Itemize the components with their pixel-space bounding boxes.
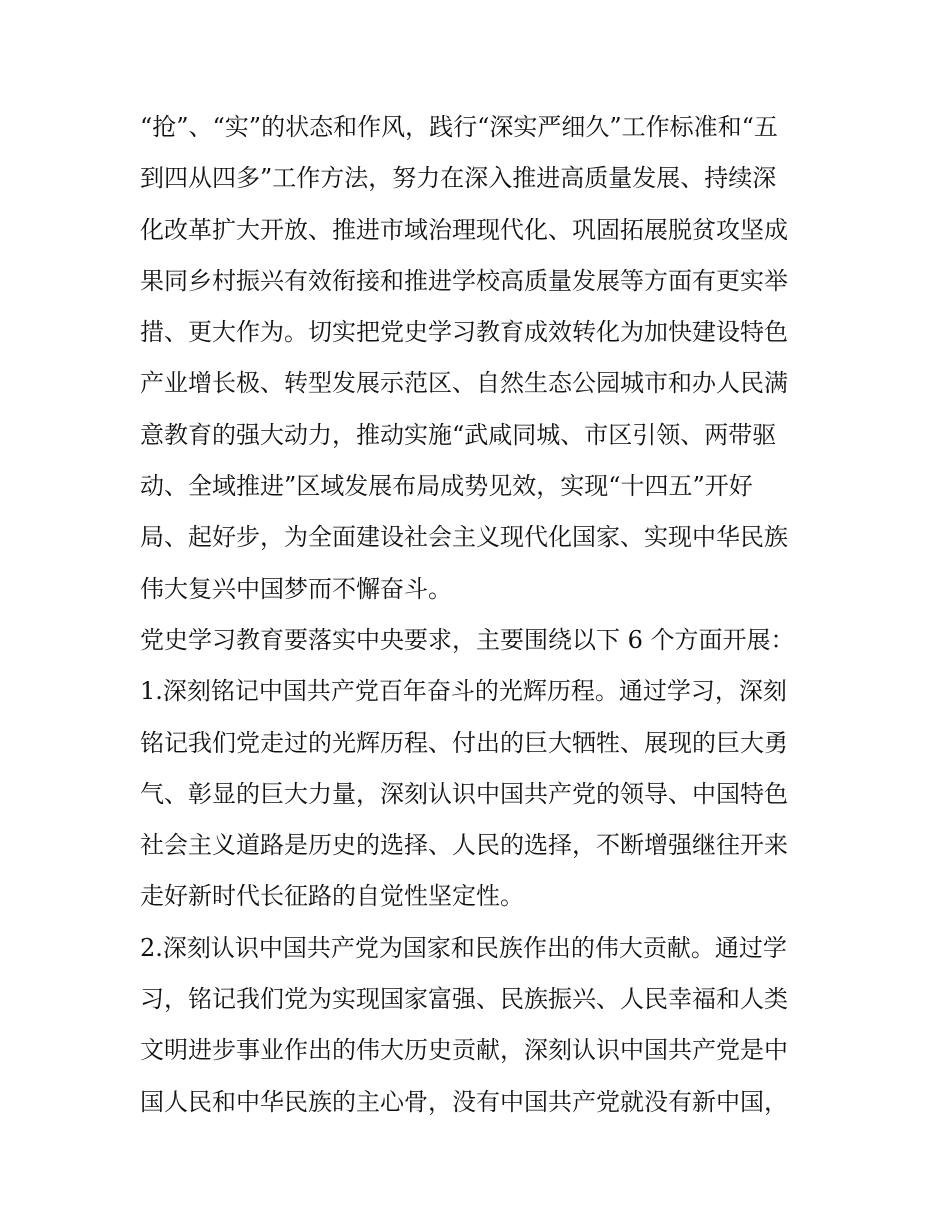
- text-line: 果同乡村振兴有效衔接和推进学校高质量发展等方面有更实举: [140, 266, 788, 295]
- text-line: 动、全域推进”区域发展布局成势见效，实现“十四五”开好: [140, 472, 753, 501]
- text-line: 走好新时代长征路的自觉性坚定性。: [140, 882, 524, 911]
- section-intro-line: 党史学习教育要落实中央要求，主要围绕以下 6 个方面开展：: [140, 625, 795, 654]
- numbered-point-1-line: 1.深刻铭记中国共产党百年奋斗的光辉历程。通过学习，深刻: [140, 677, 787, 706]
- text-line: 国人民和中华民族的主心骨，没有中国共产党就没有新中国，: [140, 1087, 788, 1116]
- body-text: [140, 102, 820, 1128]
- text-line: 措、更大作为。切实把党史学习教育成效转化为加快建设特色: [140, 318, 788, 347]
- text-line: 社会主义道路是历史的选择、人民的选择，不断增强继往开来: [140, 831, 788, 860]
- text-line: 伟大复兴中国梦而不懈奋斗。: [140, 574, 452, 603]
- text-line: 到四从四多”工作方法，努力在深入推进高质量发展、持续深: [140, 164, 777, 193]
- text-line: 铭记我们党走过的光辉历程、付出的巨大牺牲、展现的巨大勇: [140, 728, 788, 757]
- text-line: 产业增长极、转型发展示范区、自然生态公园城市和办人民满: [140, 369, 788, 398]
- text-line: 意教育的强大动力，推动实施“武咸同城、市区引领、两带驱: [140, 420, 777, 449]
- text-line: “抢”、“实”的状态和作风，践行“深实严细久”工作标准和“五: [140, 113, 778, 141]
- text-line: 习，铭记我们党为实现国家富强、民族振兴、人民幸福和人类: [140, 985, 788, 1014]
- text-line: 化改革扩大开放、推进市域治理现代化、巩固拓展脱贫攻坚成: [140, 215, 788, 244]
- text-line: 气、彰显的巨大力量，深刻认识中国共产党的领导、中国特色: [140, 779, 788, 808]
- text-line: 局、起好步，为全面建设社会主义现代化国家、实现中华民族: [140, 523, 788, 552]
- numbered-point-2-line: 2.深刻认识中国共产党为国家和民族作出的伟大贡献。通过学: [140, 933, 787, 962]
- text-line: 文明进步事业作出的伟大历史贡献，深刻认识中国共产党是中: [140, 1036, 788, 1065]
